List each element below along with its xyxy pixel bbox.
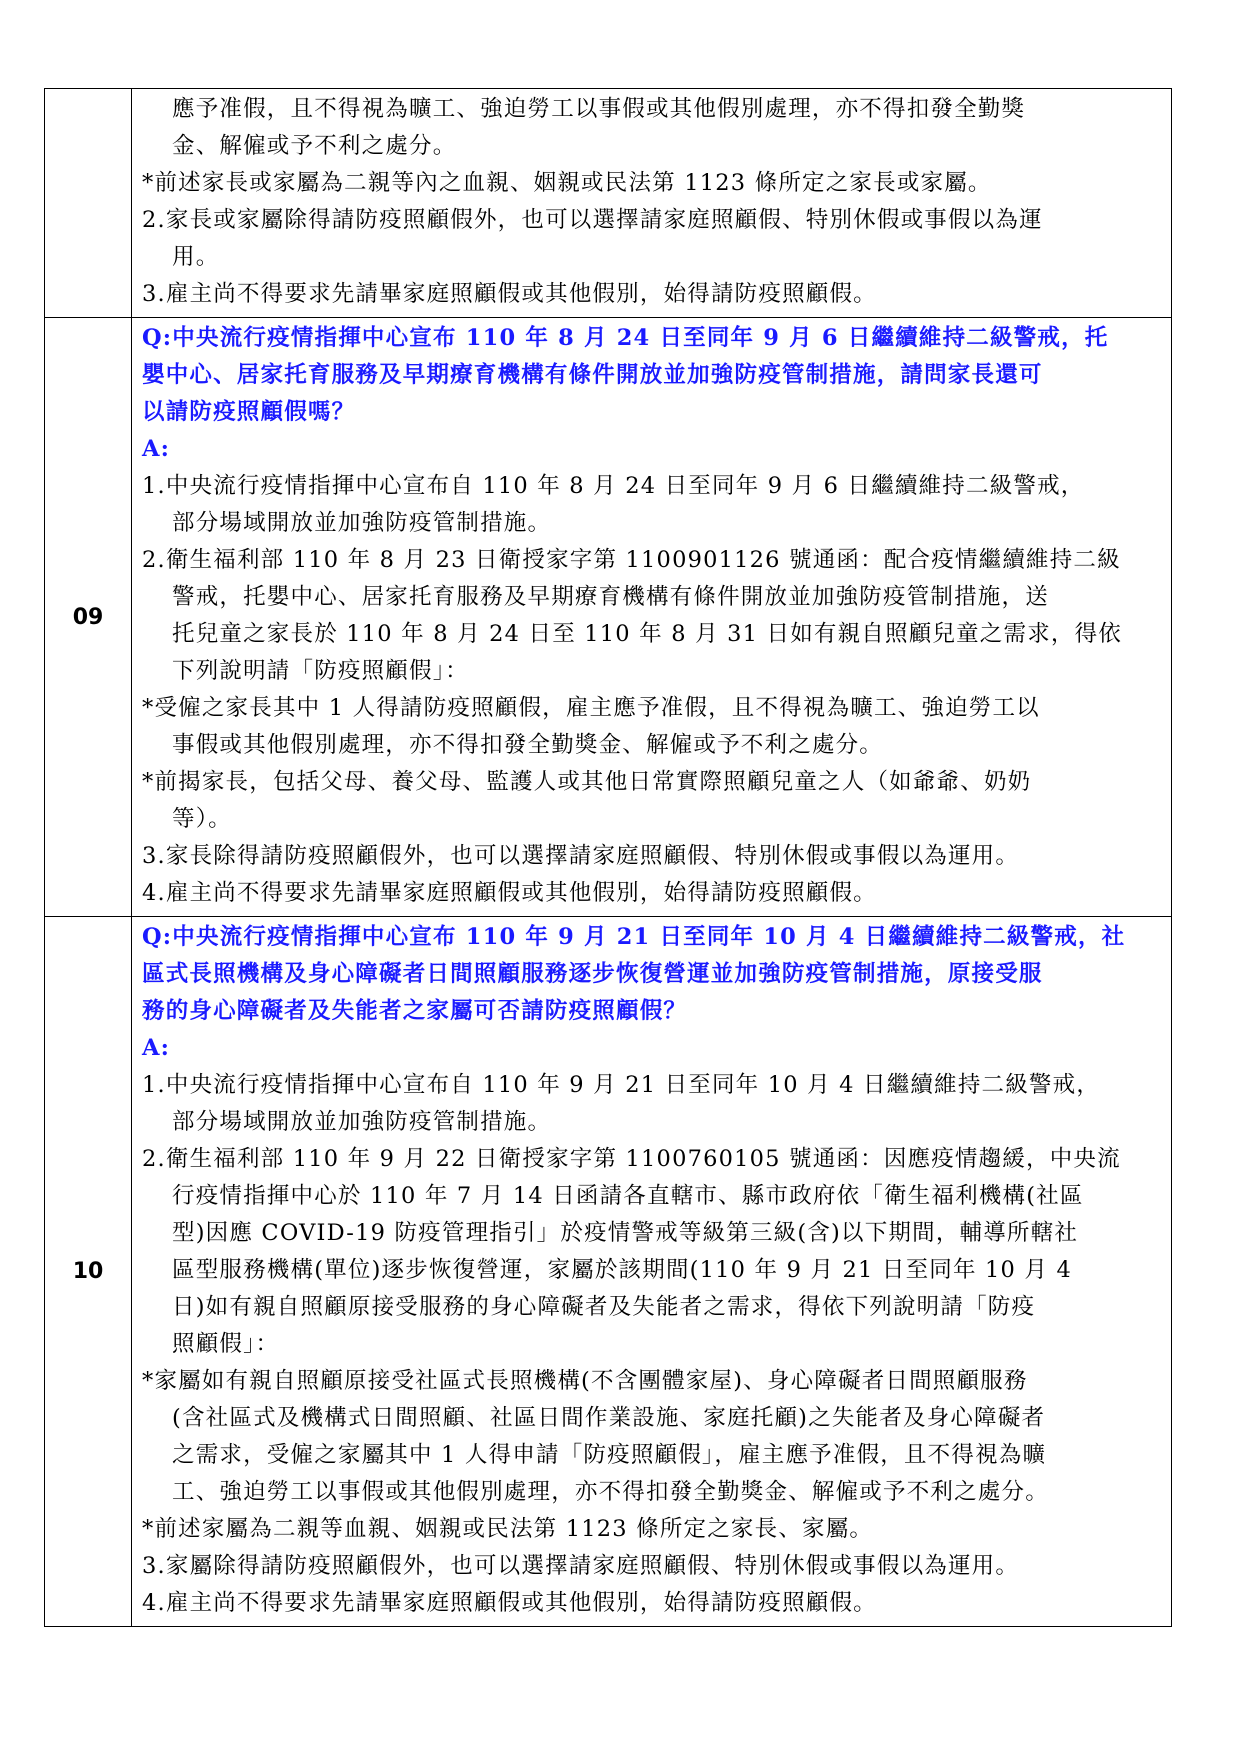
answer-line: 2.衛生福利部 110 年 8 月 23 日衛授家字第 1100901126 號通函：配合疫情繼續維持二級 (142, 547, 1121, 573)
question-line: A: (142, 436, 171, 462)
item-content (132, 917, 1172, 1627)
answer-continuation-line: 行疫情指揮中心於 110 年 7 月 14 日函請各直轄市、縣市政府依「衛生福利機構(社區 (172, 1183, 1084, 1209)
answer-continuation-line: 托兒童之家長於 110 年 8 月 24 日至 110 年 8 月 31 日如有親自照顧兒童之需求，得依 (172, 621, 1123, 647)
answer-continuation-line: 型)因應 COVID-19 防疫管理指引」於疫情警戒等級第三級(含)以下期間，輔導所轄社 (172, 1220, 1079, 1246)
faq-row (45, 89, 1172, 318)
answer-continuation-line: 區型服務機構(單位)逐步恢復營運，家屬於該期間(110 年 9 月 21 日至同年 10 月 4 (172, 1257, 1072, 1283)
question-line: 區式長照機構及身心障礙者日間照顧服務逐步恢復營運並加強防疫管制措施，原接受服 (142, 961, 1043, 987)
answer-line: *前揭家長，包括父母、養父母、監護人或其他日常實際照顧兒童之人（如爺爺、奶奶 (142, 769, 1032, 795)
question-line: Q:中央流行疫情指揮中心宣布 110 年 8 月 24 日至同年 9 月 6 日繼續維持二級警戒，托 (142, 325, 1109, 351)
answer-continuation-line: 等）。 (172, 806, 232, 832)
answer-line: 3.家長除得請防疫照顧假外，也可以選擇請家庭照顧假、特別休假或事假以為運用。 (142, 843, 1020, 869)
item-number: 09 (45, 318, 132, 917)
answer-continuation-line: 事假或其他假別處理，亦不得扣發全勤獎金、解僱或予不利之處分。 (172, 732, 884, 758)
answer-line: 3.雇主尚不得要求先請畢家庭照顧假或其他假別，始得請防疫照顧假。 (142, 281, 877, 307)
answer-continuation-line: 照顧假」： (172, 1331, 280, 1357)
answer-continuation-line: 警戒，托嬰中心、居家托育服務及早期療育機構有條件開放並加強防疫管制措施，送 (172, 584, 1049, 610)
answer-continuation-line: 部分場域開放並加強防疫管制措施。 (172, 1109, 552, 1135)
answer-line: 4.雇主尚不得要求先請畢家庭照顧假或其他假別，始得請防疫照顧假。 (142, 1590, 877, 1616)
question-line: 務的身心障礙者及失能者之家屬可否請防疫照顧假？ (142, 998, 688, 1024)
answer-line: 1.中央流行疫情指揮中心宣布自 110 年 8 月 24 日至同年 9 月 6 日繼續維持二級警戒， (142, 473, 1085, 499)
item-number: 10 (45, 917, 132, 1627)
answer-continuation-line: 日)如有親自照顧原接受服務的身心障礙者及失能者之需求，得依下列說明請「防疫 (172, 1294, 1036, 1320)
answer-continuation-line: 部分場域開放並加強防疫管制措施。 (172, 510, 552, 536)
answer-line: 1.中央流行疫情指揮中心宣布自 110 年 9 月 21 日至同年 10 月 4 日繼續維持二級警戒， (142, 1072, 1101, 1098)
item-content (132, 318, 1172, 917)
item-number (45, 89, 132, 318)
faq-table-body (45, 89, 1172, 1627)
answer-continuation-line: 金、解僱或予不利之處分。 (172, 133, 457, 159)
answer-line: 2.衛生福利部 110 年 9 月 22 日衛授家字第 1100760105 號通函：因應疫情趨緩，中央流 (142, 1146, 1121, 1172)
answer-line: *家屬如有親自照顧原接受社區式長照機構(不含團體家屋)、身心障礙者日間照顧服務 (142, 1368, 1028, 1394)
answer-continuation-line: 下列說明請「防疫照顧假」： (172, 658, 469, 684)
answer-continuation-line: (含社區式及機構式日間照顧、社區日間作業設施、家庭托顧)之失能者及身心障礙者 (172, 1405, 1046, 1431)
faq-table (44, 88, 1172, 1627)
answer-continuation-line: 工、強迫勞工以事假或其他假別處理，亦不得扣發全勤獎金、解僱或予不利之處分。 (172, 1479, 1049, 1505)
answer-line: 3.家屬除得請防疫照顧假外，也可以選擇請家庭照顧假、特別休假或事假以為運用。 (142, 1553, 1020, 1579)
answer-continuation-line: 之需求，受僱之家屬其中 1 人得申請「防疫照顧假」，雇主應予准假，且不得視為曠 (172, 1442, 1047, 1468)
question-line: A: (142, 1035, 171, 1061)
question-line: Q:中央流行疫情指揮中心宣布 110 年 9 月 21 日至同年 10 月 4 日繼續維持二級警戒，社 (142, 924, 1126, 950)
answer-line: *前述家長或家屬為二親等內之血親、姻親或民法第 1123 條所定之家長或家屬。 (142, 170, 992, 196)
faq-row (45, 917, 1172, 1627)
question-line: 嬰中心、居家托育服務及早期療育機構有條件開放並加強防疫管制措施，請問家長還可 (142, 362, 1043, 388)
answer-line: 2.家長或家屬除得請防疫照顧假外，也可以選擇請家庭照顧假、特別休假或事假以為運 (142, 207, 1043, 233)
answer-line: *前述家屬為二親等血親、姻親或民法第 1123 條所定之家長、家屬。 (142, 1516, 874, 1542)
answer-line: 4.雇主尚不得要求先請畢家庭照顧假或其他假別，始得請防疫照顧假。 (142, 880, 877, 906)
question-line: 以請防疫照顧假嗎？ (142, 399, 356, 425)
answer-line: *受僱之家長其中 1 人得請防疫照顧假，雇主應予准假，且不得視為曠工、強迫勞工以 (142, 695, 1040, 721)
answer-continuation-line: 應予准假，且不得視為曠工、強迫勞工以事假或其他假別處理，亦不得扣發全勤獎 (172, 96, 1026, 122)
faq-row (45, 318, 1172, 917)
answer-continuation-line: 用。 (172, 244, 220, 270)
item-content (132, 89, 1172, 318)
